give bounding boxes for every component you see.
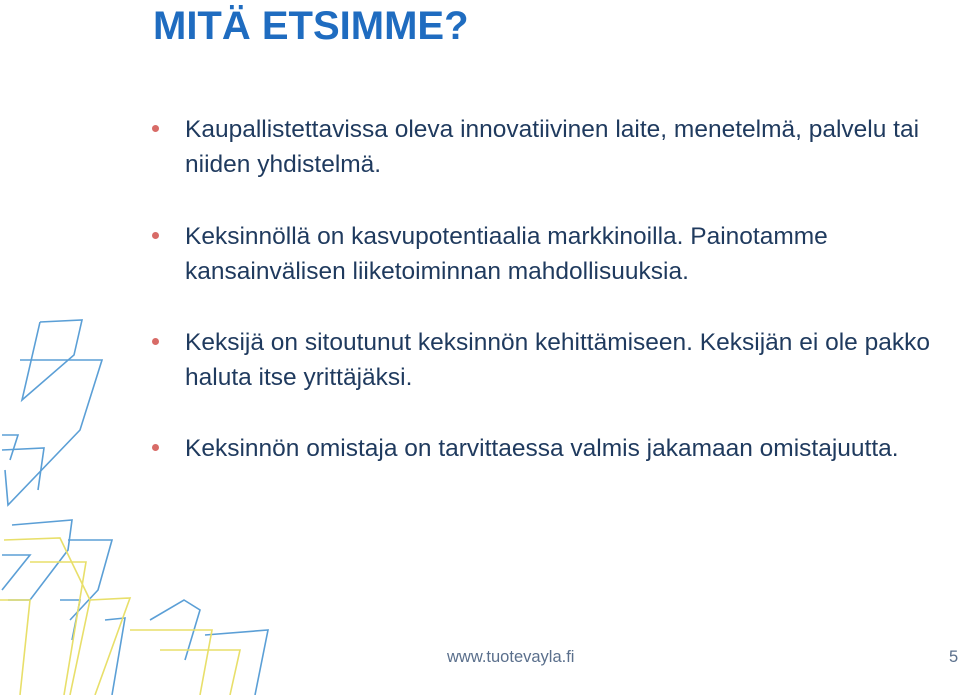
footer-url: www.tuotevayla.fi: [447, 648, 575, 666]
page-number: 5: [949, 648, 959, 666]
slide-title: MITÄ ETSIMME?: [153, 4, 469, 48]
bullet-text: Kaupallistettavissa oleva innovatiivinen laite, menetelmä, palvelu tai niiden yhdistelmä.: [185, 116, 920, 178]
bullet-dot-icon: [152, 125, 159, 132]
bullet-text: Keksinnön omistaja on tarvittaessa valmis jakamaan omistajuutta.: [185, 435, 899, 462]
bullet-text: Keksinnöllä on kasvupotentiaalia markkinoilla. Painotamme kansainvälisen liiketoiminnan mahdollisuuksia.: [185, 223, 828, 285]
bullet-dot-icon: [152, 232, 159, 239]
bullet-item: [152, 219, 960, 289]
decorative-geometric-lines: [0, 300, 300, 695]
bullet-text: Keksijä on sitoutunut keksinnön kehittämiseen. Keksijän ei ole pakko haluta itse yrittäjäksi.: [185, 329, 930, 391]
bullet-item: [152, 112, 960, 182]
